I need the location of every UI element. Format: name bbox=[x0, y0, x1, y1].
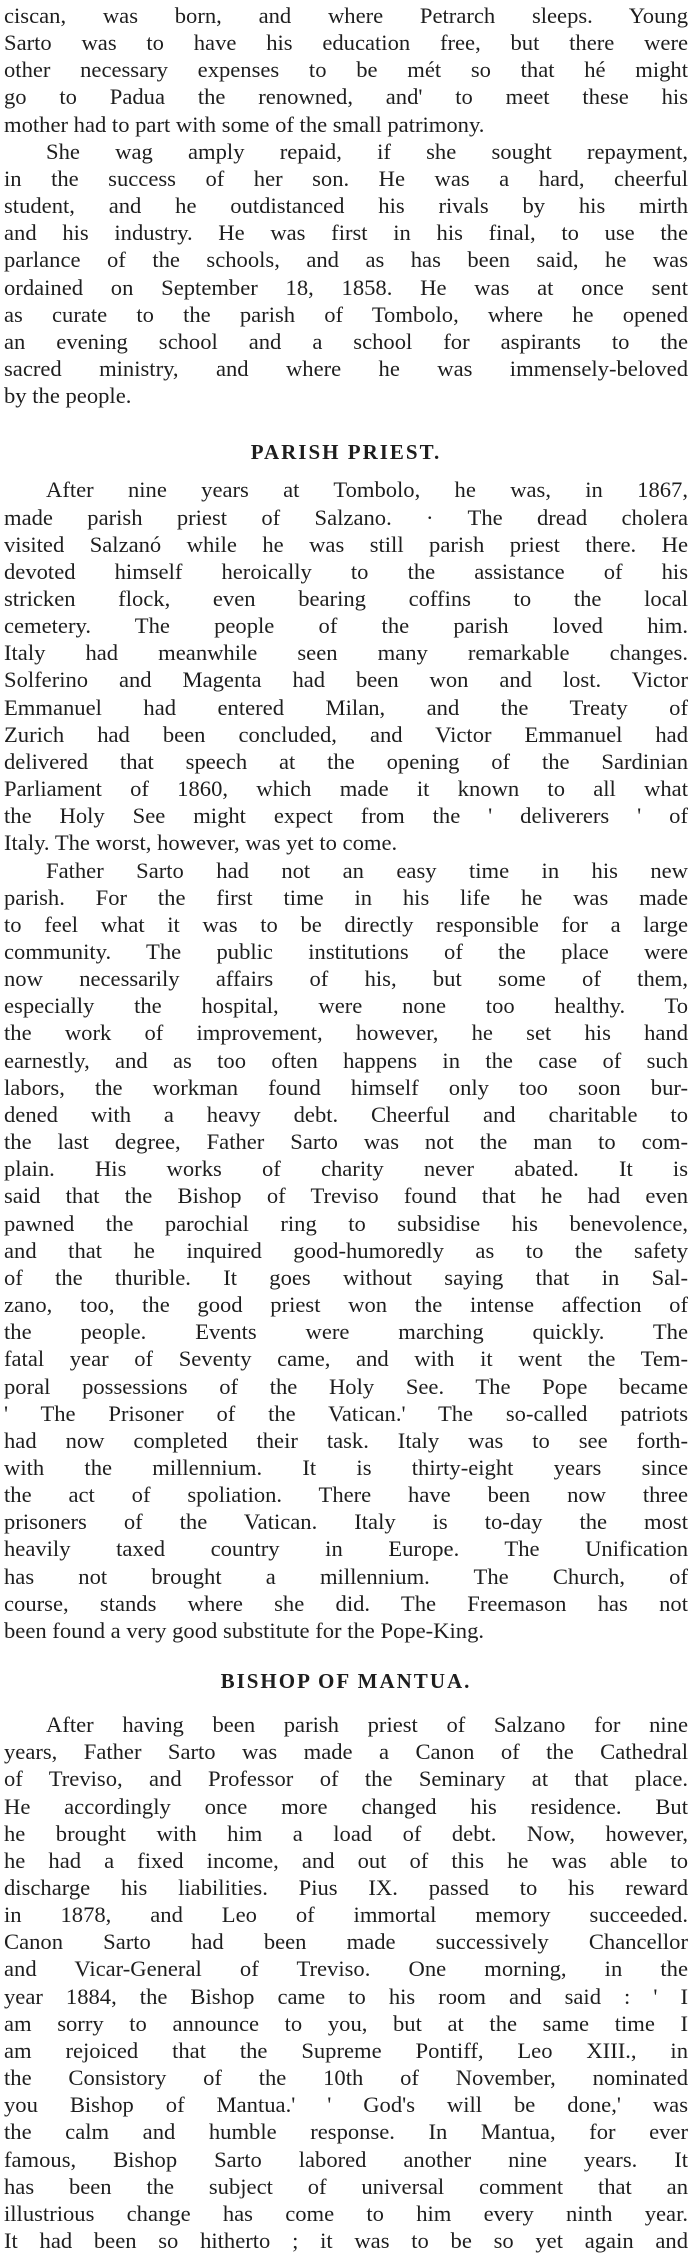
text-line: parlance of the schools, and as has been said, he was bbox=[4, 247, 688, 273]
text-line: you Bishop of Mantua.' ' God's will be done,' was bbox=[4, 2092, 688, 2118]
text-line: been found a very good substitute for the Pope-King. bbox=[4, 1617, 485, 1643]
text-line: It had been so hitherto ; it was to be so yet again and bbox=[4, 2228, 688, 2254]
text-line: made parish priest of Salzano. · The dread cholera bbox=[4, 504, 688, 530]
text-line: discharge his liabilities. Pius IX. passed to his reward bbox=[4, 1875, 688, 1900]
text-line: ordained on September 18, 1858. He was at once sent bbox=[4, 274, 688, 300]
text-line: year 1884, the Bishop came to his room and said : ' I bbox=[4, 1983, 688, 2009]
text-line: sacred ministry, and where he was immensely-beloved bbox=[4, 356, 688, 382]
text-line: famous, Bishop Sarto labored another nine years. It bbox=[4, 2146, 688, 2172]
text-line: After having been parish priest of Salzano for nine bbox=[46, 1712, 688, 1738]
text-line: has been the subject of universal comment that an bbox=[4, 2173, 688, 2199]
text-line: now necessarily affairs of his, but some of them, bbox=[4, 966, 688, 992]
text-line: Parliament of 1860, which made it known to all what bbox=[4, 776, 688, 802]
text-line: mother had to part with some of the small patrimony. bbox=[4, 111, 485, 137]
section-heading: BISHOP OF MANTUA. bbox=[220, 1669, 472, 1694]
text-line: delivered that speech at the opening of the Sardinian bbox=[4, 748, 688, 774]
text-line: and his industry. He was first in his final, to use the bbox=[4, 220, 688, 246]
text-line: labors, the workman found himself only too soon bur- bbox=[4, 1074, 688, 1100]
text-line: He accordingly once more changed his residence. But bbox=[4, 1793, 688, 1819]
paragraph-1 bbox=[4, 2, 688, 138]
text-line: the people. Events were marching quickly. The bbox=[4, 1319, 688, 1345]
text-line: Solferino and Magenta had been won and lost. Victor bbox=[4, 667, 688, 693]
paragraph-3 bbox=[4, 476, 688, 856]
text-line: visited Salzanó while he was still parish priest there. He bbox=[4, 531, 688, 557]
paragraph-4 bbox=[4, 857, 688, 1645]
text-line: had now completed their task. Italy was to see forth- bbox=[4, 1427, 688, 1453]
text-line: has not brought a millennium. The Church, of bbox=[4, 1563, 688, 1589]
text-line: the Holy See might expect from the ' deliverers ' of bbox=[4, 803, 688, 829]
section-parish-priest bbox=[4, 439, 688, 1644]
section-intro bbox=[4, 2, 688, 409]
text-line: other necessary expenses to be mét so that hé might bbox=[4, 57, 688, 83]
text-line: poral possessions of the Holy See. The Pope became bbox=[4, 1373, 688, 1399]
text-line: Italy had meanwhile seen many remarkable changes. bbox=[4, 640, 688, 666]
text-line: community. The public institutions of the place were bbox=[4, 939, 688, 964]
text-line: stricken flock, even bearing coffins to the local bbox=[4, 585, 688, 611]
section-bishop-of-mantua bbox=[4, 1668, 688, 2254]
text-line: illustrious change has come to him every ninth year. bbox=[4, 2200, 688, 2226]
text-line: he brought with him a load of debt. Now, however, bbox=[4, 1820, 688, 1846]
text-line: an evening school and a school for aspirants to the bbox=[4, 328, 688, 354]
text-line: dened with a heavy debt. Cheerful and charitable to bbox=[4, 1101, 688, 1127]
text-line: by the people. bbox=[4, 383, 132, 409]
text-line: am sorry to announce to you, but at the same time I bbox=[4, 2010, 688, 2036]
text-line: heavily taxed country in Europe. The Unification bbox=[4, 1536, 688, 1562]
text-line: Italy. The worst, however, was yet to come. bbox=[4, 830, 398, 856]
text-line: devoted himself heroically to the assistance of his bbox=[4, 558, 688, 584]
text-line: he had a fixed income, and out of this he was able to bbox=[4, 1847, 688, 1873]
text-line: student, and he outdistanced his rivals by his mirth bbox=[4, 193, 688, 219]
text-line: She wag amply repaid, if she sought repayment, bbox=[46, 138, 688, 164]
text-line: as curate to the parish of Tombolo, where he opened bbox=[4, 301, 688, 327]
text-line: of Treviso, and Professor of the Seminary at that place. bbox=[4, 1766, 688, 1792]
text-line: After nine years at Tombolo, he was, in 1867, bbox=[46, 477, 688, 503]
text-line: pawned the parochial ring to subsidise his benevolence, bbox=[4, 1210, 688, 1236]
text-line: ' The Prisoner of the Vatican.' The so-called patriots bbox=[4, 1400, 688, 1426]
text-line: Emmanuel had entered Milan, and the Treaty of bbox=[4, 694, 688, 720]
text-line: Canon Sarto had been made successively Chancellor bbox=[4, 1929, 688, 1955]
text-line: the act of spoliation. There have been now three bbox=[4, 1482, 688, 1508]
text-line: the Consistory of the 10th of November, nominated bbox=[4, 2065, 688, 2091]
text-line: zano, too, the good priest won the intense affection of bbox=[4, 1292, 688, 1318]
text-line: Sarto was to have his education free, but there were bbox=[4, 30, 688, 56]
text-line: earnestly, and as too often happens in the case of such bbox=[4, 1047, 688, 1073]
paragraph-5 bbox=[4, 1711, 688, 2254]
text-line: ciscan, was born, and where Petrarch sleeps. Young bbox=[4, 3, 688, 28]
text-line: with the millennium. It is thirty-eight years since bbox=[4, 1454, 688, 1480]
section-heading: PARISH PRIEST. bbox=[250, 440, 442, 465]
text-line: the last degree, Father Sarto was not the man to com- bbox=[4, 1129, 688, 1155]
text-line: years, Father Sarto was made a Canon of the Cathedral bbox=[4, 1739, 688, 1765]
text-line: the calm and humble response. In Mantua, for ever bbox=[4, 2119, 688, 2145]
text-line: to feel what it was to be directly responsible for a large bbox=[4, 911, 688, 937]
text-line: Father Sarto had not an easy time in his new bbox=[46, 857, 688, 883]
text-line: prisoners of the Vatican. Italy is to-day the most bbox=[4, 1509, 688, 1535]
text-line: fatal year of Seventy came, and with it went the Tem- bbox=[4, 1346, 688, 1372]
text-line: parish. For the first time in his life he was made bbox=[4, 884, 688, 910]
paragraph-2 bbox=[4, 138, 688, 410]
text-line: and that he inquired good-humoredly as to the safety bbox=[4, 1237, 688, 1263]
text-line: in 1878, and Leo of immortal memory succeeded. bbox=[4, 1902, 688, 1928]
text-line: of the thurible. It goes without saying that in Sal- bbox=[4, 1264, 688, 1290]
text-line: plain. His works of charity never abated. It is bbox=[4, 1156, 688, 1182]
text-line: especially the hospital, were none too healthy. To bbox=[4, 993, 688, 1019]
text-line: in the success of her son. He was a hard, cheerful bbox=[4, 165, 688, 191]
text-line: go to Padua the renowned, and' to meet these his bbox=[4, 84, 688, 110]
text-line: the work of improvement, however, he set his hand bbox=[4, 1020, 688, 1046]
text-line: cemetery. The people of the parish loved him. bbox=[4, 613, 688, 639]
text-line: said that the Bishop of Treviso found that he had even bbox=[4, 1183, 688, 1209]
text-line: and Vicar-General of Treviso. One morning, in the bbox=[4, 1956, 688, 1982]
text-line: am rejoiced that the Supreme Pontiff, Leo XIII., in bbox=[4, 2037, 688, 2063]
text-line: course, stands where she did. The Freemason has not bbox=[4, 1590, 688, 1616]
text-line: Zurich had been concluded, and Victor Emmanuel had bbox=[4, 721, 688, 747]
